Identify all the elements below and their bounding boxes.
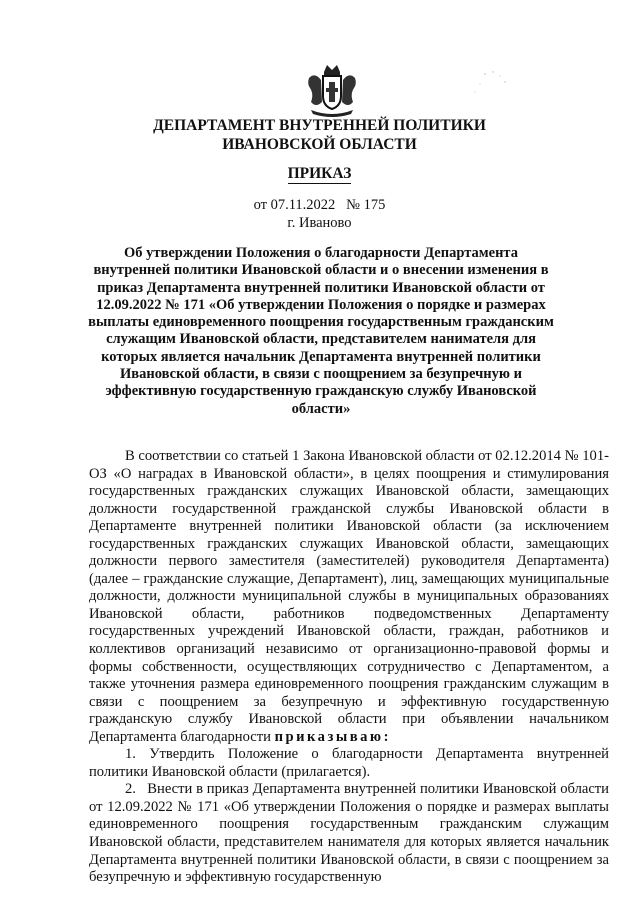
item-2: 2. Внести в приказ Департамента внутренней политики Ивановской области от 12.09.2022 № 171 «Об утверждении Положения о порядке и размерах выплаты единовременного поощрения государственным гражданским служащим Ивановской области, представителем нанимателя для которых является начальник Департамента внутренней политики Ивановской области, в связи с поощрением за безупречную и эффективную государственную [89, 781, 613, 886]
order-word: приказываю: [274, 728, 391, 745]
item-1: 1. Утвердить Положение о благодарности Департамента внутренней политики Ивановской области (прилагается). [89, 746, 609, 780]
order-subject: Об утверждении Положения о благодарности Департамента внутренней политики Ивановской области и о внесении изменения в приказ Департамента внутренней политики Ивановской области от 12.09.2022 № 171 «Об утверждении Положения о порядке и размерах выплаты единовременного поощрения государственным гражданским служащим Ивановской области, представителем нанимателя для которых является начальник Департамента внутренней политики Ивановской области, в связи с поощрением за безупречную и эффективную государственную гражданскую службу Ивановской области» [88, 245, 554, 417]
document-body [89, 448, 613, 887]
scan-noise [455, 62, 515, 102]
document-meta [60, 196, 579, 232]
document-type [60, 165, 579, 183]
date-number: от 07.11.2022 № 175 [253, 197, 386, 213]
document-type-label: ПРИКАЗ [287, 165, 352, 182]
preamble-paragraph [89, 448, 609, 746]
department-line-1: ДЕПАРТАМЕНТ ВНУТРЕННЕЙ ПОЛИТИКИ [153, 117, 486, 134]
coat-of-arms-icon [305, 62, 359, 118]
city: г. Иваново [287, 215, 352, 231]
department-heading [60, 116, 579, 154]
department-line-2: ИВАНОВСКОЙ ОБЛАСТИ [222, 136, 417, 153]
preamble-text: В соответствии со статьей 1 Закона Ивановской области от 02.12.2014 № 101-ОЗ «О наградах в Ивановской области», в целях поощрения и стимулирования государственных гражданских служащих Ивановской области, замещающих должности государственной гражданской службы Ивановской области в Департаменте внутренней политики Ивановской области (за исключением государственных гражданских служащих Ивановской области, замещающих должности первого заместителя (заместителей) руководителя Департамента) (далее – гражданские служащие, Департамент), лиц, замещающих муниципальные должности, должности муниципальной службы в муниципальных образованиях Ивановской области, работников подведомственных Департаменту государственных учреждений Ивановской области, граждан, работников и коллективов организаций независимо от организационно-правовой формы и формы собственности, осуществляющих сотрудничество с Департаментом, а также уточнения размера единовременного поощрения гражданским служащим в связи с поощрением за безупречную и эффективную государственную гражданскую службу Ивановской области при объявлении начальником Департамента благодарности [89, 448, 609, 745]
